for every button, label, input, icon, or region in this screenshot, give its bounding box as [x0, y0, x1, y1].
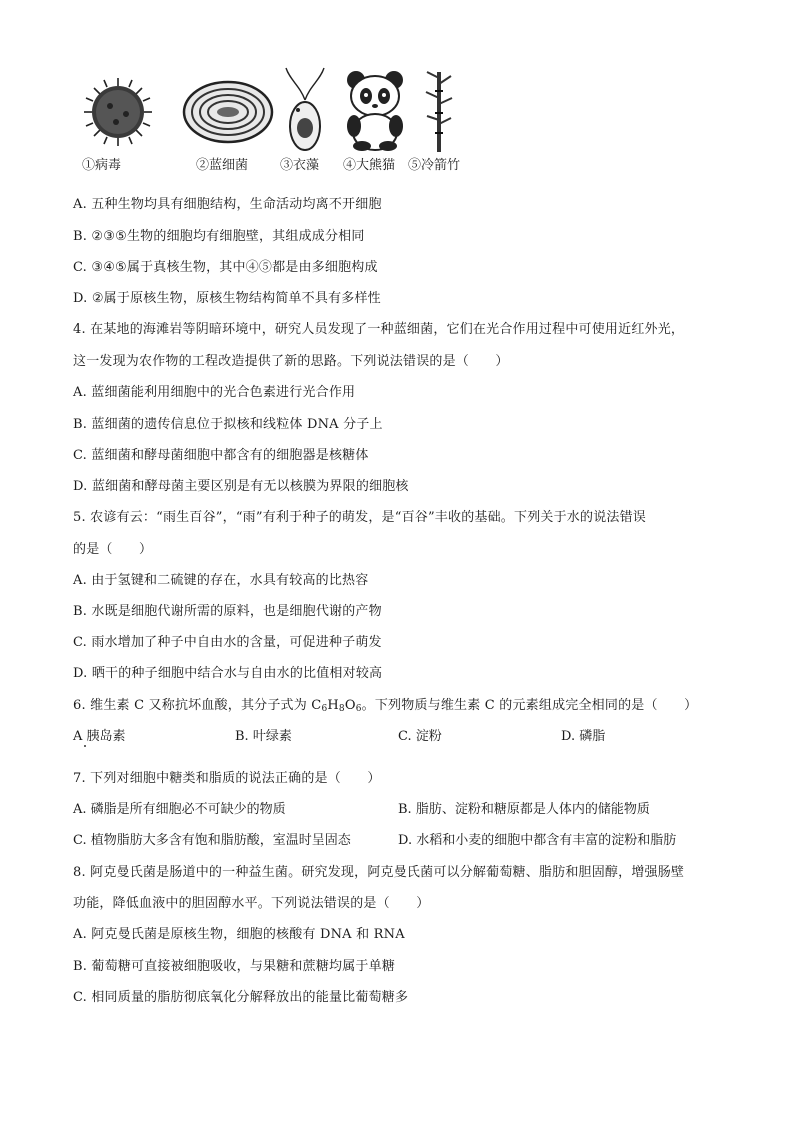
q5-option-d: D. 晒干的种子细胞中结合水与自由水的比值相对较高: [73, 666, 383, 681]
q6-sub-h: 8: [338, 704, 345, 714]
q6-stem-post: 。下列物质与维生素 C 的元素组成完全相同的是（ ）: [361, 698, 698, 713]
q5-option-a: A. 由于氢键和二硫键的存在，水具有较高的比热容: [73, 573, 369, 588]
q5-stem-line2: 的是（ ）: [73, 542, 153, 557]
cyanobacteria-image: [182, 80, 274, 144]
chlamydomonas-image: [282, 66, 328, 152]
q8-option-a: A. 阿克曼氏菌是原核生物，细胞的核酸有 DNA 和 RNA: [73, 927, 405, 942]
q4-option-a: A. 蓝细菌能利用细胞中的光合色素进行光合作用: [73, 385, 356, 400]
q8-stem-line1: 8. 阿克曼氏菌是肠道中的一种益生菌。研究发现，阿克曼氏菌可以分解葡萄糖、脂肪和胆固醇，增强肠壁: [73, 865, 685, 880]
q8-option-c: C. 相同质量的脂肪彻底氧化分解释放出的能量比葡萄糖多: [73, 990, 409, 1005]
q3-option-a: A. 五种生物均具有细胞结构，生命活动均离不开细胞: [73, 197, 382, 212]
q6-stem: [73, 694, 697, 714]
q3-option-b: B. ②③⑤生物的细胞均有细胞壁，其组成成分相同: [73, 229, 365, 244]
q4-stem-line2: 这一发现为农作物的工程改造提供了新的思路。下列说法错误的是（ ）: [73, 354, 509, 369]
q5-option-c: C. 雨水增加了种子中自由水的含量，可促进种子萌发: [73, 635, 382, 650]
q6-option-c: C. 淀粉: [398, 729, 442, 744]
q7-option-b: B. 脂肪、淀粉和糖原都是人体内的储能物质: [398, 802, 650, 817]
q5-option-b: B. 水既是细胞代谢所需的原料，也是细胞代谢的产物: [73, 604, 382, 619]
q4-stem-line1: 4. 在某地的海滩岩等阴暗环境中，研究人员发现了一种蓝细菌，它们在光合作用过程中可使用近红外光，: [73, 322, 685, 337]
q4-option-c: C. 蓝细菌和酵母菌细胞中都含有的细胞器是核糖体: [73, 448, 369, 463]
label-chlamydomonas: ③衣藻: [280, 158, 320, 173]
q3-option-c: C. ③④⑤属于真核生物，其中④⑤都是由多细胞构成: [73, 260, 378, 275]
label-bamboo: ⑤冷箭竹: [408, 158, 461, 173]
bamboo-image: [424, 68, 454, 154]
q7-option-a: A. 磷脂是所有细胞必不可缺少的物质: [73, 802, 286, 817]
q6-option-b: B. 叶绿素: [235, 729, 292, 744]
q7-option-d: D. 水稻和小麦的细胞中都含有丰富的淀粉和脂肪: [398, 833, 677, 848]
q6-sub-c: 6: [321, 704, 328, 714]
q4-option-d: D. 蓝细菌和酵母菌主要区别是有无以核膜为界限的细胞核: [73, 479, 409, 494]
label-cyanobacteria: ②蓝细菌: [196, 158, 249, 173]
q8-stem-line2: 功能，降低血液中的胆固醇水平。下列说法错误的是（ ）: [73, 896, 430, 911]
q5-stem-line1: 5. 农谚有云：“雨生百谷”，“雨”有利于种子的萌发，是“百谷”丰收的基础。下列关于水的说法错误: [73, 510, 647, 525]
q4-option-b: B. 蓝细菌的遗传信息位于拟核和线粒体 DNA 分子上: [73, 417, 383, 432]
q6-stem-pre: 6. 维生素 C 又称抗坏血酸，其分子式为 C: [73, 698, 322, 713]
label-virus: ①病毒: [82, 158, 122, 173]
q6-sub-o: 6: [355, 704, 362, 714]
q3-option-d: D. ②属于原核生物，原核生物结构简单不具有多样性: [73, 291, 381, 306]
organism-figure: [68, 58, 476, 176]
q8-option-b: B. 葡萄糖可直接被细胞吸收，与果糖和蔗糖均属于单糖: [73, 959, 396, 974]
q6-o: O: [344, 698, 356, 713]
q6-option-d: D. 磷脂: [561, 729, 606, 744]
q7-option-c: C. 植物脂肪大多含有饱和脂肪酸，室温时呈固态: [73, 833, 351, 848]
q7-stem: 7. 下列对细胞中糖类和脂质的说法正确的是（ ）: [73, 771, 381, 786]
q6-option-a: A 胰岛素: [73, 729, 126, 744]
stray-dot: [84, 745, 86, 747]
panda-image: [342, 70, 408, 152]
virus-image: [82, 76, 154, 148]
label-panda: ④大熊猫: [343, 158, 396, 173]
q6-h: H: [327, 698, 339, 713]
